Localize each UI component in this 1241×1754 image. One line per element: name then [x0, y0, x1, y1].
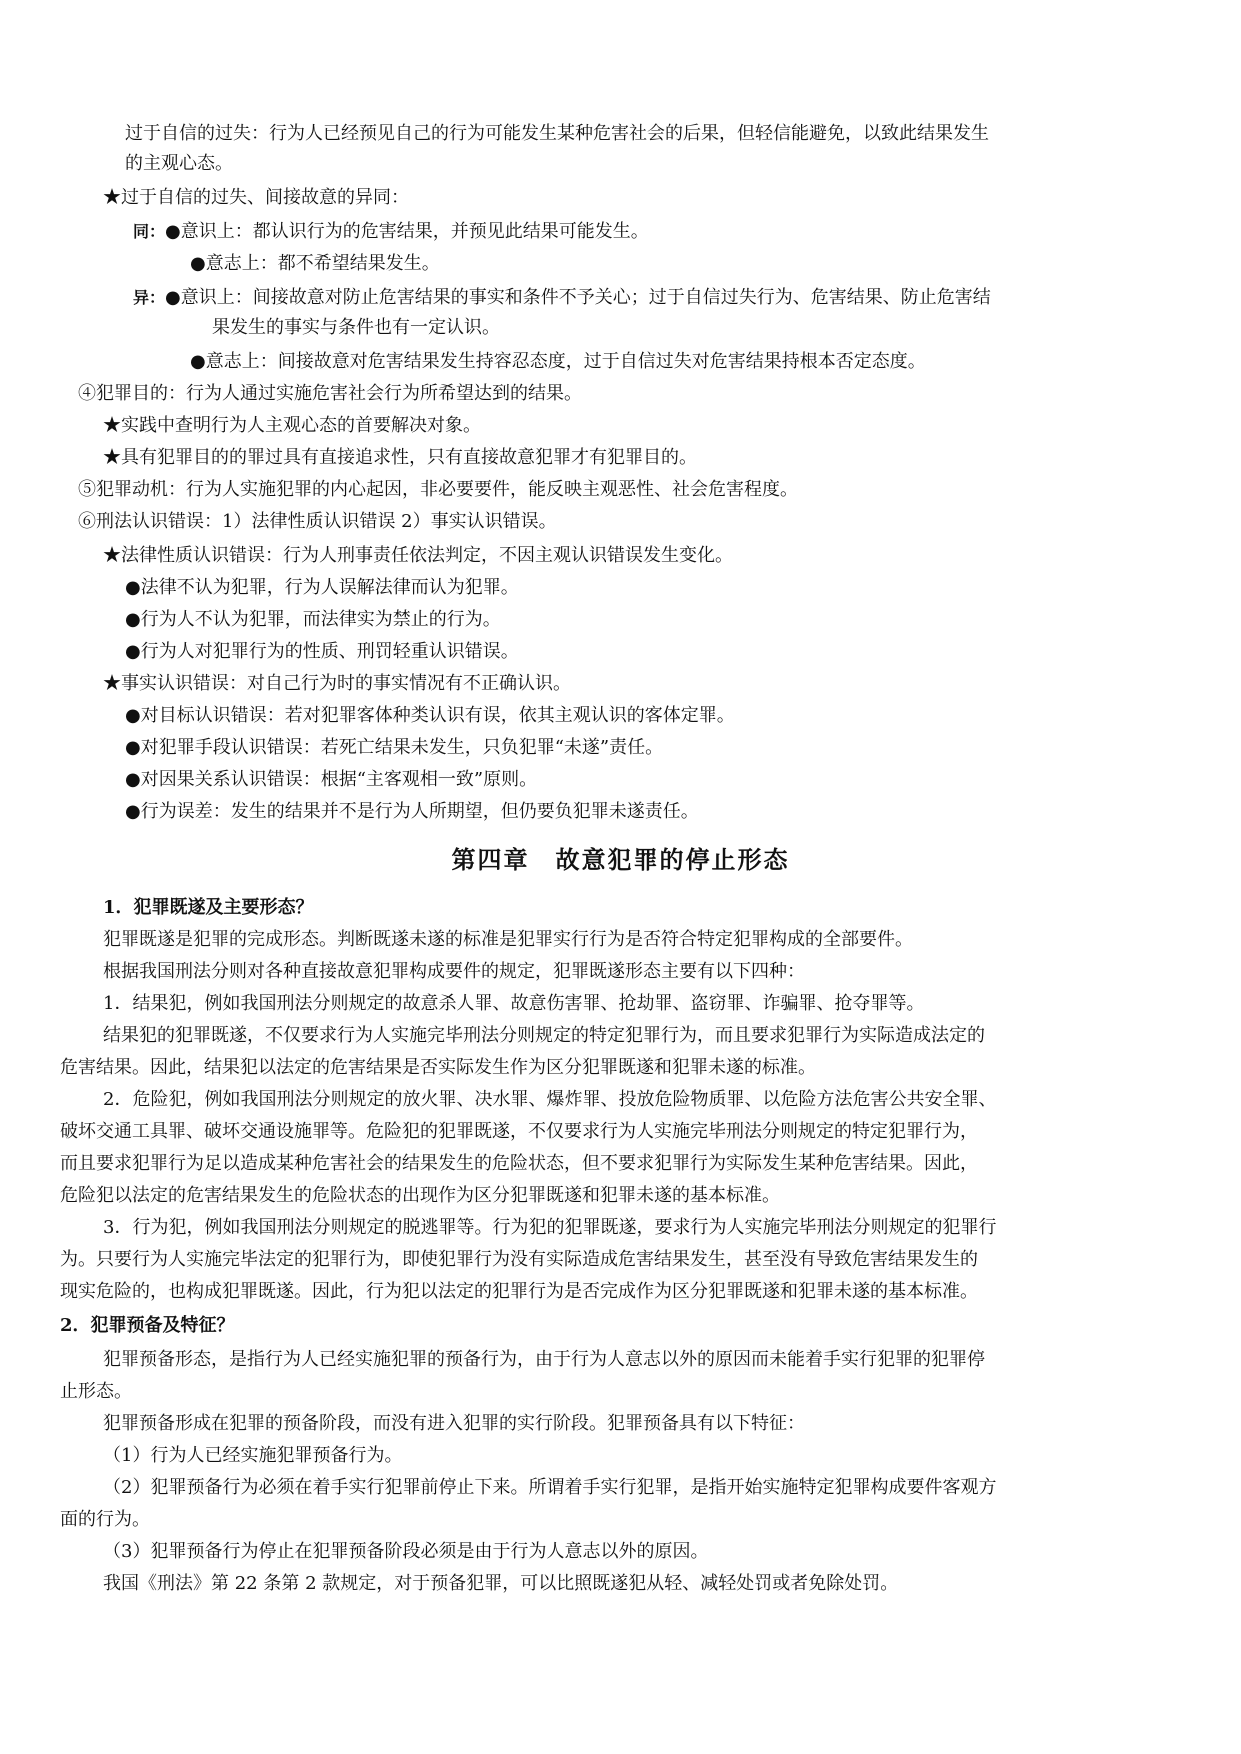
text-line: 3．行为犯，例如我国刑法分则规定的脱逃罪等。行为犯的犯罪既遂，要求行为人实施完毕刑法分则规定的犯罪行: [103, 1217, 997, 1238]
text-line: ★实践中查明行为人主观心态的首要解决对象。: [103, 415, 481, 436]
text-line: 2．危险犯，例如我国刑法分则规定的放火罪、决水罪、爆炸罪、投放危险物质罪、以危险方法危害公共安全罪、: [103, 1089, 997, 1110]
text-line: ●行为人对犯罪行为的性质、刑罚轻重认识错误。: [125, 641, 519, 662]
text-line: 犯罪预备形态，是指行为人已经实施犯罪的预备行为，由于行为人意志以外的原因而未能着手实行犯罪的犯罪停: [103, 1349, 985, 1370]
text-line: 为。只要行为人实施完毕法定的犯罪行为，即使犯罪行为没有实际造成危害结果发生，甚至没有导致危害结果发生的: [60, 1249, 978, 1270]
text-line: ●对因果关系认识错误：根据“主客观相一致”原则。: [125, 769, 538, 790]
text-line: 结果犯的犯罪既遂，不仅要求行为人实施完毕刑法分则规定的特定犯罪行为，而且要求犯罪行为实际造成法定的: [103, 1025, 985, 1046]
text-line: 止形态。: [60, 1381, 132, 1402]
text-line: ●行为误差：发生的结果并不是行为人所期望，但仍要负犯罪未遂责任。: [125, 801, 699, 822]
text-line: ●行为人不认为犯罪，而法律实为禁止的行为。: [125, 609, 501, 630]
diff-label: 异：: [133, 288, 166, 307]
text-line: ★过于自信的过失、间接故意的异同：: [103, 187, 409, 208]
same-label: 同：: [133, 222, 166, 241]
text-line: 犯罪既遂是犯罪的完成形态。判断既遂未遂的标准是犯罪实行行为是否符合特定犯罪构成的全部要件。: [103, 929, 913, 950]
text-line: （1）行为人已经实施犯罪预备行为。: [103, 1445, 403, 1466]
text-line: （2）犯罪预备行为必须在着手实行犯罪前停止下来。所谓着手实行犯罪，是指开始实施特定犯罪构成要件客观方: [103, 1477, 997, 1498]
text-line: （3）犯罪预备行为停止在犯罪预备阶段必须是由于行为人意志以外的原因。: [103, 1541, 709, 1562]
text-line: 根据我国刑法分则对各种直接故意犯罪构成要件的规定，犯罪既遂形态主要有以下四种：: [103, 961, 805, 982]
text-line: ●对犯罪手段认识错误：若死亡结果未发生，只负犯罪“未遂”责任。: [125, 737, 664, 758]
text-line: 我国《刑法》第 22 条第 2 款规定，对于预备犯罪，可以比照既遂犯从轻、减轻处罚或者免除处罚。: [103, 1573, 899, 1594]
text-line: 现实危险的，也构成犯罪既遂。因此，行为犯以法定的犯罪行为是否完成作为区分犯罪既遂和犯罪未遂的基本标准。: [60, 1281, 978, 1302]
text-line: 破坏交通工具罪、破坏交通设施罪等。危险犯的犯罪既遂，不仅要求行为人实施完毕刑法分则规定的特定犯罪行为，: [60, 1121, 978, 1142]
text-line: 的主观心态。: [125, 153, 233, 174]
text-line: 危险犯以法定的危害结果发生的危险状态的出现作为区分犯罪既遂和犯罪未遂的基本标准。: [60, 1185, 780, 1206]
text-line: 果发生的事实与条件也有一定认识。: [212, 317, 500, 338]
section-heading: 2．犯罪预备及特征？: [60, 1315, 235, 1336]
text-line: 面的行为。: [60, 1509, 150, 1530]
text-line: 过于自信的过失：行为人已经预见自己的行为可能发生某种危害社会的后果，但轻信能避免，以致此结果发生: [125, 123, 989, 144]
text-line: [133, 217, 649, 247]
text-segment: ●意识上：都认识行为的危害结果，并预见此结果可能发生。: [165, 221, 649, 242]
text-line: 1．结果犯，例如我国刑法分则规定的故意杀人罪、故意伤害罪、抢劫罪、盗窃罪、诈骗罪、抢夺罪等。: [103, 993, 925, 1014]
text-line: 犯罪预备形成在犯罪的预备阶段，而没有进入犯罪的实行阶段。犯罪预备具有以下特征：: [103, 1413, 805, 1434]
text-line: ★具有犯罪目的的罪过具有直接追求性，只有直接故意犯罪才有犯罪目的。: [103, 447, 697, 468]
section-heading: 1．犯罪既遂及主要形态？: [103, 897, 314, 918]
text-line: ④犯罪目的：行为人通过实施危害社会行为所希望达到的结果。: [78, 383, 582, 404]
text-line: ●意志上：都不希望结果发生。: [190, 253, 440, 274]
text-segment: ●意识上：间接故意对防止危害结果的事实和条件不予关心；过于自信过失行为、危害结果、防止危害结: [165, 287, 991, 308]
text-line: ★事实认识错误：对自己行为时的事实情况有不正确认识。: [103, 673, 571, 694]
text-line: ●意志上：间接故意对危害结果发生持容忍态度，过于自信过失对危害结果持根本否定态度。: [190, 351, 926, 372]
text-line: ●对目标认识错误：若对犯罪客体种类认识有误，依其主观认识的客体定罪。: [125, 705, 735, 726]
text-line: 危害结果。因此，结果犯以法定的危害结果是否实际发生作为区分犯罪既遂和犯罪未遂的标准。: [60, 1057, 816, 1078]
text-line: [133, 283, 991, 313]
text-line: ⑥刑法认识错误：1）法律性质认识错误 2）事实认识错误。: [78, 511, 557, 532]
chapter-heading: 第四章 故意犯罪的停止形态: [451, 845, 790, 874]
text-line: ●法律不认为犯罪，行为人误解法律而认为犯罪。: [125, 577, 519, 598]
text-line: ★法律性质认识错误：行为人刑事责任依法判定，不因主观认识错误发生变化。: [103, 545, 733, 566]
text-line: ⑤犯罪动机：行为人实施犯罪的内心起因，非必要要件，能反映主观恶性、社会危害程度。: [78, 479, 798, 500]
text-line: 而且要求犯罪行为足以造成某种危害社会的结果发生的危险状态，但不要求犯罪行为实际发生某种危害结果。因此，: [60, 1153, 978, 1174]
